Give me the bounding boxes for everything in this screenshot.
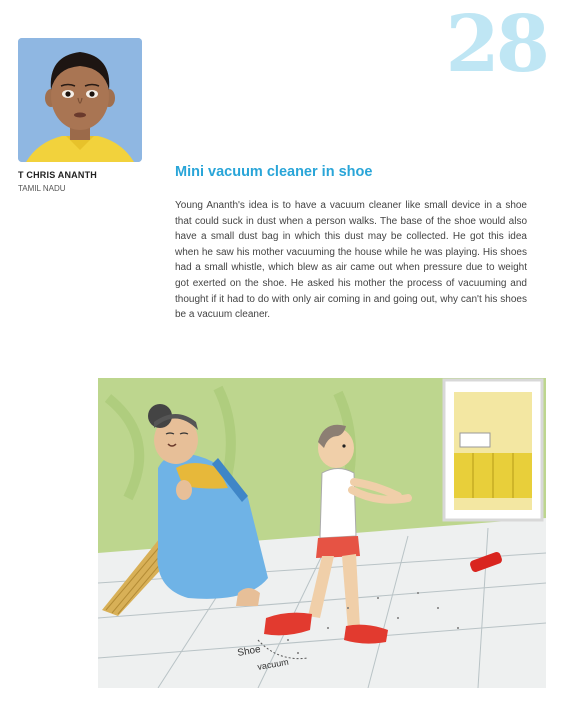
author-state: TAMIL NADU xyxy=(18,184,66,193)
author-photo xyxy=(18,38,142,162)
vacuum-label: vacuum xyxy=(256,656,290,672)
author-name: T CHRIS ANANTH xyxy=(18,170,97,180)
illustration xyxy=(98,378,546,688)
mother-and-boy-illustration xyxy=(98,378,546,688)
page-number: 28 xyxy=(445,0,546,90)
shoe-label: Shoe xyxy=(236,644,262,659)
boy-portrait-image xyxy=(18,38,142,162)
article-title: Mini vacuum cleaner in shoe xyxy=(175,164,373,180)
article-body: Young Ananth's idea is to have a vacuum cleaner like small device in a shoe that could suck in dust when a person walks. The base of the shoe would also have a small dust bag in which this dust may be collected. He got this idea when he saw his mother vacuuming the house while he was playing. His shoes had a small whistle, which blew as air came out when pressure due to weight got exerted on the shoe. He asked his mother the process of vacuuming and thought if it had to do with only air coming in and going out, why can't his shoes be a vacuum cleaner. xyxy=(175,200,527,321)
